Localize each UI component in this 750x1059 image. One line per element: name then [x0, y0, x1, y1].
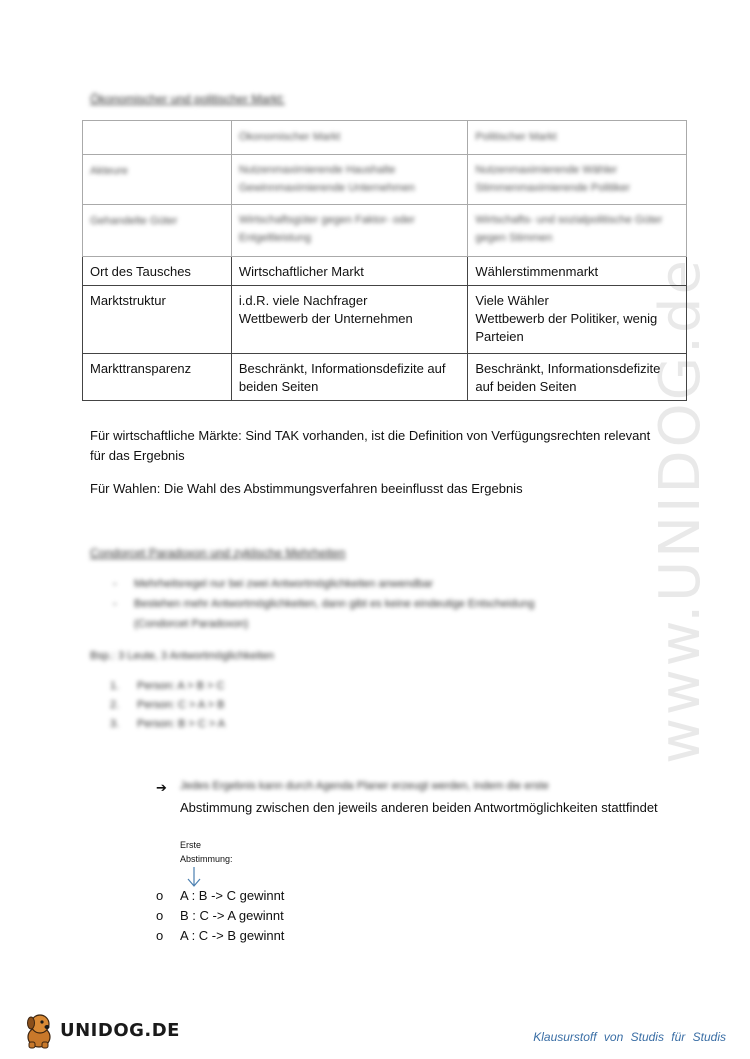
table-cell: Akteure: [83, 155, 232, 205]
down-arrow-icon: [186, 866, 202, 888]
list-item: (Condorcet Paradoxon): [134, 618, 249, 630]
table-row: [83, 354, 687, 401]
table-row: [83, 155, 687, 205]
list-item: 1. Person: A > B > C: [110, 680, 225, 692]
table-cell: Wirtschaftsgüter gegen Faktor- oder Entgeltleistung: [231, 205, 468, 257]
table-row: [83, 205, 687, 257]
table-cell: Wirtschafts- und sozialpolitische Güter gegen Stimmen: [468, 205, 687, 257]
table-cell: [83, 121, 232, 155]
table-cell: Nutzenmaximierende Haushalte Gewinnmaximierende Unternehmen: [231, 155, 468, 205]
watermark: www.UNIDOG.de: [647, 256, 713, 764]
table-row: [83, 257, 687, 286]
numbered-list: [110, 677, 225, 734]
agenda-line-1: Jedes Ergebnis kann durch Agenda Planer erzeugt werden, indem die erste: [180, 780, 549, 792]
list-item: o A : C -> B gewinnt: [156, 928, 285, 943]
logo-text: UNIDOG.DE: [60, 1019, 180, 1041]
table-cell: i.d.R. viele Nachfrager Wettbewerb der Unternehmen: [231, 286, 468, 354]
table-cell: Beschränkt, Informationsdefizite auf beiden Seiten: [231, 354, 468, 401]
table-cell: Politischer Markt: [468, 121, 687, 155]
table-cell: Beschränkt, Informationsdefizite auf beiden Seiten: [468, 354, 687, 401]
table-cell: Markttransparenz: [83, 354, 232, 401]
table-cell: Nutzenmaximierende Wähler Stimmenmaximierende Politiker: [468, 155, 687, 205]
table-cell: Gehandelte Güter: [83, 205, 232, 257]
table-cell: Ort des Tausches: [83, 257, 232, 286]
note-first-vote: [180, 838, 233, 866]
table-cell: Wählerstimmenmarkt: [468, 257, 687, 286]
note-line: Erste: [180, 840, 202, 850]
list-item: - Mehrheitsregel nur bei zwei Antwortmöglichkeiten anwendbar: [113, 578, 433, 590]
section-heading-condorcet: Condorcet Paradoxon und zyklische Mehrheiten: [90, 546, 346, 560]
list-item: 3. Person: B > C > A: [110, 718, 226, 730]
list-item: - Bestehen mehr Antwortmöglichkeiten, dann gibt es keine eindeutige Entscheidung: [113, 598, 535, 610]
table-cell: Wirtschaftlicher Markt: [231, 257, 468, 286]
example-line: Bsp.: 3 Leute, 3 Antwortmöglichkeiten: [90, 650, 275, 662]
agenda-line-2: Abstimmung zwischen den jeweils anderen beiden Antwortmöglichkeiten stattfindet: [180, 800, 658, 815]
footer-tagline: Klausurstoff von Studis für Studis: [533, 1030, 726, 1044]
dog-mascot-icon: [22, 1010, 58, 1050]
section-heading-markets: Ökonomischer und politischer Markt:: [90, 92, 285, 106]
note-line: Abstimmung:: [180, 854, 233, 864]
list-item: o B : C -> A gewinnt: [156, 908, 284, 923]
list-item: 2. Person: C > A > B: [110, 699, 225, 711]
paragraph-markets: Für wirtschaftliche Märkte: Sind TAK vorhanden, ist die Definition von Verfügungsrechten relevant für das Ergebnis: [90, 428, 651, 463]
market-comparison-table: [82, 120, 687, 401]
unidog-logo: [22, 1010, 180, 1050]
table-header-row: [83, 121, 687, 155]
list-item: o A : B -> C gewinnt: [156, 888, 285, 903]
bullet-list: [110, 574, 535, 634]
table-cell: Ökonomischer Markt: [231, 121, 468, 155]
table-cell: Viele Wähler Wettbewerb der Politiker, wenig Parteien: [468, 286, 687, 354]
table-cell: Marktstruktur: [83, 286, 232, 354]
paragraph-elections: Für Wahlen: Die Wahl des Abstimmungsverfahren beeinflusst das Ergebnis: [90, 481, 523, 496]
vote-list: [156, 886, 284, 946]
table-row: [83, 286, 687, 354]
arrow-bullet-icon: ➔: [156, 780, 167, 795]
